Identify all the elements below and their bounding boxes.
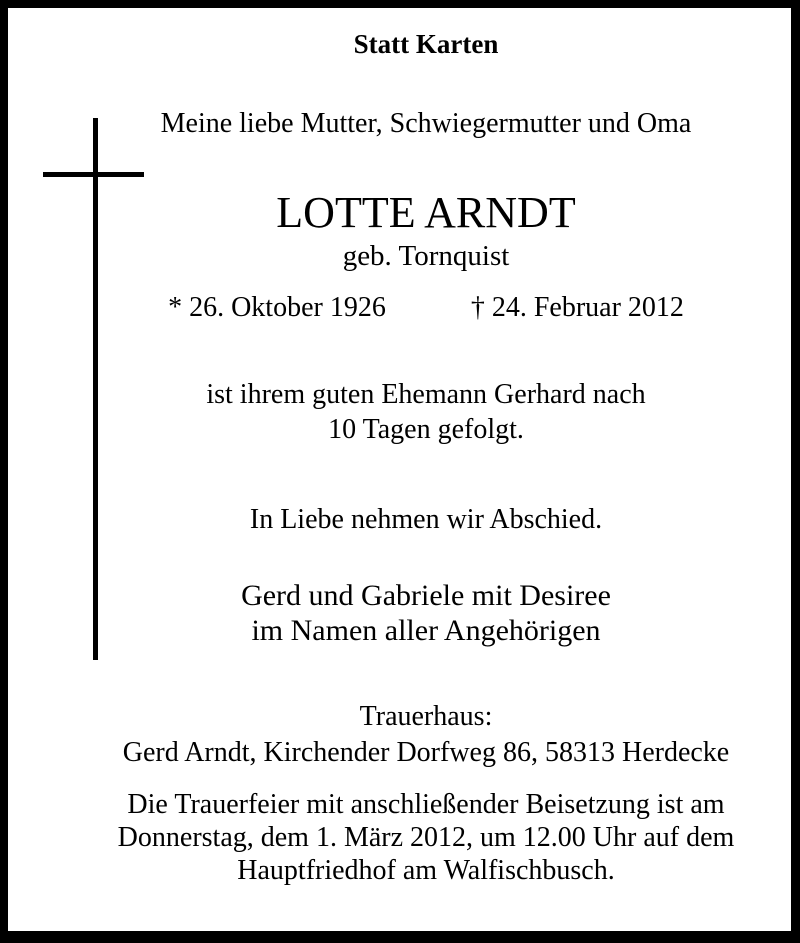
maiden-name: geb. Tornquist [342,240,510,272]
death-date: † 24. Februar 2012 [470,292,684,323]
message-line-2: 10 Tagen gefolgt. [328,414,524,445]
funeral-info-block [52,788,800,887]
message-block [52,377,800,447]
farewell-line: In Liebe nehmen wir Abschied. [249,504,603,535]
trauerhaus-label: Trauerhaus: [359,701,493,732]
mourners-line-2: im Namen aller Angehörigen [251,614,601,647]
funeral-line-2: Donnerstag, dem 1. März 2012, um 12.00 Uhr auf dem [117,822,735,853]
birth-date: * 26. Oktober 1926 [168,292,386,323]
mourners-line-1: Gerd und Gabriele mit Desiree [241,579,611,612]
message-line-1: ist ihrem guten Ehemann Gerhard nach [206,379,646,410]
mourners-block [52,578,800,648]
intro-line: Meine liebe Mutter, Schwiegermutter und Oma [160,108,692,139]
trauerhaus-block [52,699,800,771]
funeral-line-3: Hauptfriedhof am Walfischbusch. [237,855,615,886]
deceased-name: LOTTE ARNDT [276,188,576,237]
funeral-line-1: Die Trauerfeier mit anschließender Beisetzung ist am [127,789,725,820]
trauerhaus-address: Gerd Arndt, Kirchender Dorfweg 86, 58313 Herdecke [122,737,730,768]
notice-content [52,0,800,943]
statt-karten-heading: Statt Karten [353,29,499,59]
dates-row [52,292,800,324]
